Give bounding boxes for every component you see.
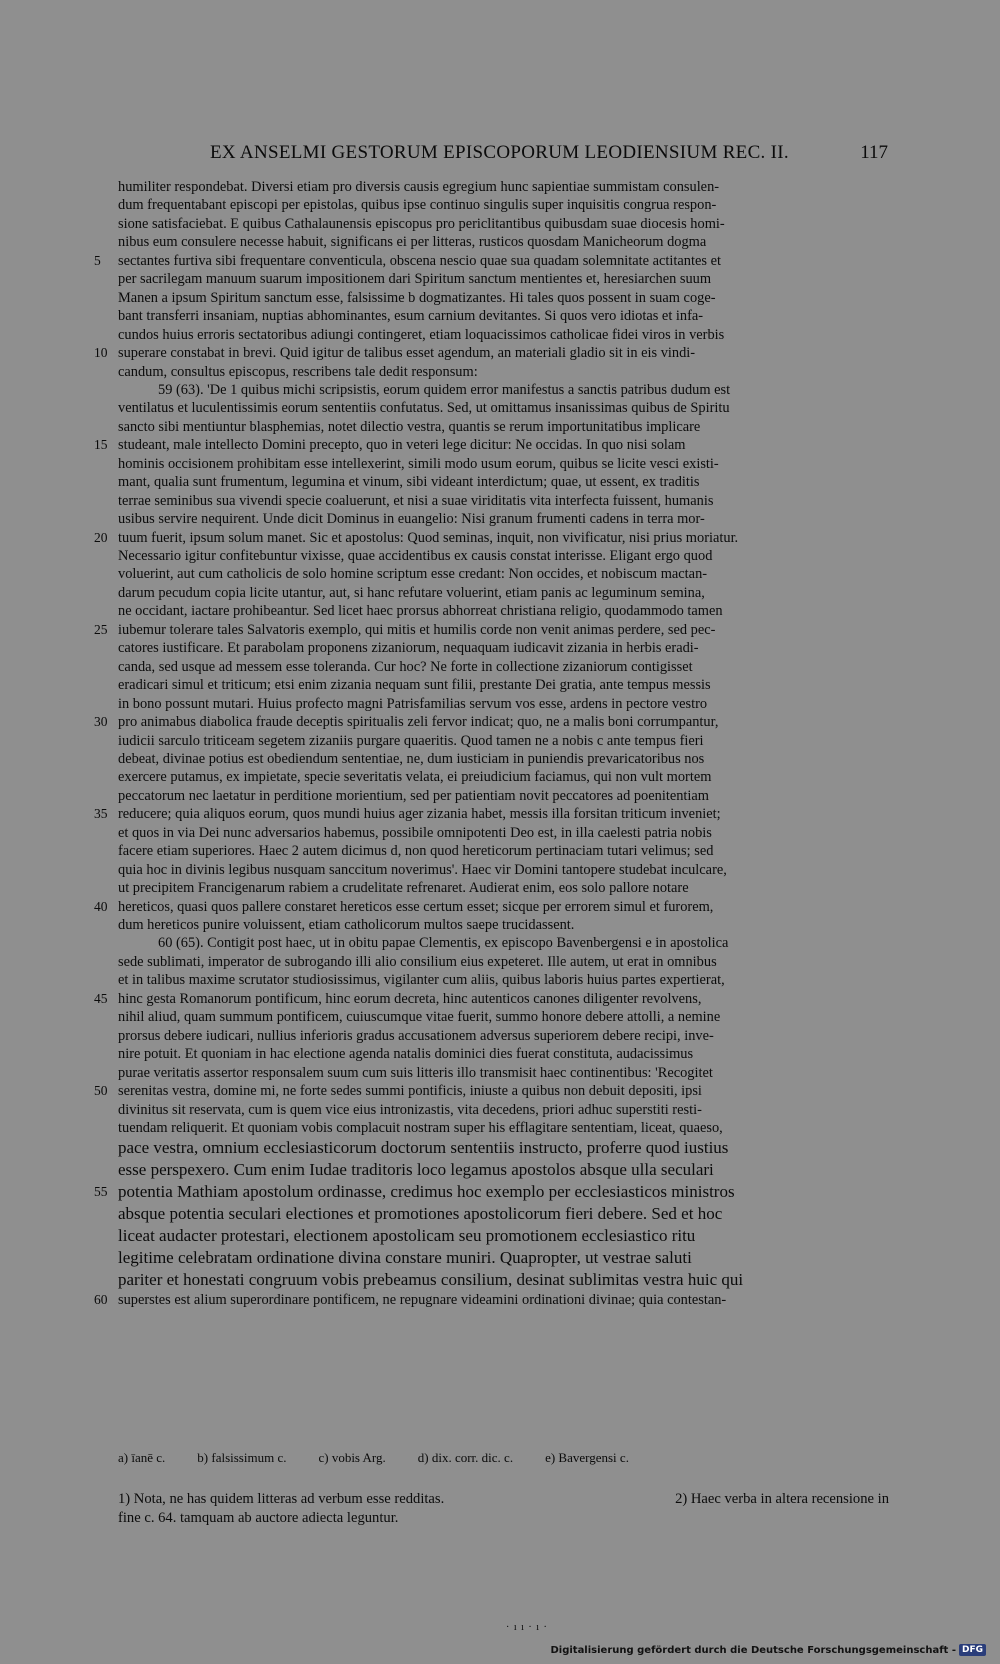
text-line: pro animabus diabolica fraude deceptis spiritualis zeli fervor indicat; quo, ne a malis boni corrumpantur,: [118, 714, 719, 731]
text-line: superare constabat in brevi. Quid igitur de talibus esset agendum, an materiali gladio sit in eis vindi-: [118, 345, 696, 362]
apparatus-note: a) īanē c.: [118, 1450, 166, 1465]
text-line: voluerint, aut cum catholicis de solo homine scriptum esse credant: Non occides, et nobiscum mactan-: [118, 566, 708, 583]
text-line: usibus servire nequirent. Unde dicit Dominus in euangelio: Nisi granum frumenti cadens in terra mor-: [118, 511, 705, 528]
text-line: peccatorum nec laetatur in perditione morientium, sed per patientiam novit peccatores ad poenitentiam: [118, 787, 709, 804]
text-line: 60 (65). Contigit post haec, ut in obitu papae Clementis, ex episcopo Bavenbergensi e in apostolica: [158, 935, 729, 952]
line-number: 10: [94, 345, 108, 361]
apparatus-note: d) dix. corr. dic. c.: [417, 1450, 514, 1465]
text-line: absque potentia seculari electiones et promotiones apostolicorum fieri debere. Sed et hoc: [118, 1204, 723, 1224]
line-number: 60: [94, 1292, 108, 1308]
text-line: purae veritatis assertor responsalem suum cum suis litteris illo transmisit haec continentibus: 'Recogitet: [118, 1064, 713, 1081]
text-line: serenitas vestra, domine mi, ne forte sedes summi pontificis, iniuste a quibus non debuit depositi, ipsi: [118, 1083, 702, 1100]
text-line: facere etiam superiores. Haec 2 autem dicimus d, non quod hereticorum pertinaciam tutari velimus; sed: [118, 843, 714, 860]
line-number: 15: [94, 437, 108, 453]
text-line: sectantes furtiva sibi frequentare conventicula, obscena nescio quae sua quadam solemnitate actitantes et: [118, 252, 721, 269]
text-line: tuum fuerit, ipsum solum manet. Sic et apostolus: Quod seminas, inquit, non vivificatur, nisi prius moriatur.: [118, 529, 739, 546]
text-line: esse perspexero. Cum enim Iudae traditoris loco legamus apostolos absque ulla seculari: [118, 1160, 714, 1180]
text-line: dum hereticos punire voluissent, etiam catholicorum multos saepe trucidassent.: [118, 917, 575, 933]
line-number: 35: [94, 806, 108, 822]
text-line: sione satisfaciebat. E quibus Cathalaunensis episcopus pro periclitantibus quibusdam suae diocesis homi-: [118, 215, 725, 232]
dfg-credit: [550, 1644, 986, 1656]
line-number: 50: [94, 1083, 108, 1099]
text-line: prorsus debere iudicari, nullius inferioris gradus accusationem adversus superiorem debere recipi, inve-: [118, 1027, 714, 1044]
text-line: et in talibus maxime scrutator studiosissimus, vigilanter cum aliis, quibus laboris huius partes expertierat,: [118, 972, 725, 989]
line-number: 55: [94, 1184, 108, 1200]
text-line: Necessario igitur confitebuntur vixisse, quae accidentibus ex causis constat interisse. Eligant ergo quod: [118, 548, 713, 564]
line-number: 20: [94, 529, 108, 545]
text-line: bant transferri insaniam, nuptias abhominantes, esum carnium devitantes. Si quos vero idiotas et infa-: [118, 308, 704, 325]
text-line: divinitus sit reservata, cum is quem vice eius intronizastis, vita decedens, priori adhuc superstiti resti-: [118, 1101, 702, 1118]
page-header: [120, 142, 888, 172]
text-line: sede sublimati, imperator de subrogando illi alio consilium eius expeteret. Ille autem, ut erat in omnibus: [118, 953, 717, 970]
apparatus-note: c) vobis Arg.: [318, 1450, 386, 1465]
critical-apparatus: [118, 1450, 889, 1466]
footnote-1: 1) Nota, ne has quidem litteras ad verbum esse redditas.: [118, 1491, 445, 1507]
apparatus-note: e) Bavergensi c.: [545, 1450, 629, 1465]
line-number: 25: [94, 621, 108, 637]
text-line: debeat, divinae potius est obediendum sententiae, ne, dum iusticiam in puniendis prevaricatoribus nos: [118, 750, 705, 767]
text-line: et quos in via Dei nunc adversarios habemus, possibile omnipotenti Deo est, in illa caelesti patria nobis: [118, 824, 712, 841]
footnotes: [118, 1490, 889, 1528]
page-number: 117: [860, 142, 888, 163]
dfg-logo: DFG: [959, 1644, 986, 1656]
text-line: per sacrilegam manuum suarum impositionem dari Spiritum sanctum mentientes et, heresiarchen suum: [118, 271, 712, 288]
text-line: studeant, male intellecto Domini precepto, quo in veteri lege dicitur: Ne occidas. In quo nisi solam: [118, 437, 686, 454]
text-line: pace vestra, omnium ecclesiasticorum doctorum sententiis instructo, proferre quod iustius: [118, 1138, 729, 1158]
text-line: nire potuit. Et quoniam in hac electione agenda natalis dominici dies fuerat constituta, audacissimus: [118, 1046, 694, 1063]
text-line: Manen a ipsum Spiritum sanctum esse, falsissime b dogmatizantes. Hi tales quos possent in suam coge-: [118, 289, 716, 306]
footnote-continuation: fine c. 64. tamquam ab auctore adiecta leguntur.: [118, 1510, 399, 1526]
text-line: ventilatus et luculentissimis eorum sententiis confutatus. Sed, ut omittamus insanissimas quibus de Spiritu: [118, 400, 730, 417]
text-line: terrae seminibus sua vivendi specie coaluerunt, et nisi a suae viriditatis vita interfecta fuissent, humanis: [118, 492, 714, 509]
text-line: dum frequentabant episcopi per epistolas, quibus ipse continuo singulis super inquisitis congrua respon-: [118, 197, 717, 214]
text-line: 59 (63). 'De 1 quibus michi scripsistis, eorum quidem error manifestus a sanctis patribus dudum est: [158, 381, 731, 398]
text-line: ut precipitem Francigenarum rabiem a crudelitate refrenaret. Audierat enim, eos solo pallore notare: [118, 880, 689, 897]
text-line: tuendam reliquerit. Et quoniam vobis complacuit nostram super his efflagitare sententiam, liceat, quaeso,: [118, 1119, 723, 1136]
text-line: reducere; quia aliquos eorum, quos mundi huius ager zizania habet, messis illa forsitan triticum inveniet;: [118, 806, 721, 823]
text-line: ne occidant, iactare prohibeantur. Sed licet haec prorsus abhorreat christiana religio, quodammodo tamen: [118, 603, 723, 620]
text-line: hominis occisionem prohibitam esse intellexerint, simili modo usum eorum, quibus se licite vesci existi-: [118, 455, 719, 472]
running-title: EX ANSELMI GESTORUM EPISCOPORUM LEODIENSIUM REC. II.: [210, 142, 789, 163]
text-line: nibus eum consulere necesse habuit, significans ei per litteras, rusticos quosdam Manicheorum dogma: [118, 234, 707, 251]
line-number: 5: [94, 252, 101, 268]
line-number: 30: [94, 714, 108, 730]
text-line: eradicari simul et triticum; etsi enim zizania nequam sunt filii, prestante Dei gratia, ante tempus messis: [118, 677, 711, 694]
text-line: iudicii sarculo triticeam segetem zizaniis purgare quaeritis. Quod tamen ne a nobis c ante tempus fieri: [118, 732, 704, 749]
apparatus-note: b) falsissimum c.: [197, 1450, 287, 1465]
text-line: liceat audacter protestari, electionem apostolicam seu promotionem ecclesiastico ritu: [118, 1226, 696, 1246]
text-line: nihil aliud, quam summum pontificem, cuiuscumque vitae fuerit, summo honore debere attolli, a nemine: [118, 1009, 721, 1026]
line-number: 40: [94, 898, 108, 914]
text-line: exercere putamus, ex impietate, specie severitatis velata, ei preiudicium faciamus, qui non vult mortem: [118, 769, 712, 786]
text-line: catores iustificare. Et parabolam proponens zizaniorum, nequaquam iudicavit zizania in herbis eradi-: [118, 640, 699, 657]
text-line: potentia Mathiam apostolum ordinasse, credimus hoc exemplo per ecclesiasticos ministros: [118, 1182, 735, 1202]
text-line: candum, consultus episcopus, rescribens tale dedit responsum:: [118, 363, 478, 380]
text-line: humiliter respondebat. Diversi etiam pro diversis causis egregium hunc sapientiae summistam consulen-: [118, 179, 720, 195]
text-line: in bono possunt mutari. Huius profecto magni Patrisfamilias servum vos esse, ardens in pectore vestro: [118, 695, 708, 712]
text-line: iubemur tolerare tales Salvatoris exemplo, qui mitis et humilis corde non venit animas perdere, sed pec-: [118, 621, 716, 638]
text-line: darum pecudum copia licite utantur, aut, si hanc refutare voluerint, etiam panis ac leguminum semina,: [118, 584, 705, 601]
text-line: quia hoc in divinis legibus nusquam sanccitum noverimus'. Haec vir Domini tantopere studebat inculcare,: [118, 861, 727, 878]
text-line: hinc gesta Romanorum pontificum, hinc eorum decreta, hinc autenticos canones diligenter revolvens,: [118, 990, 702, 1007]
footnote-2: 2) Haec verba in altera recensione in: [675, 1491, 889, 1507]
page-marks: · ı ı · ı ·: [506, 1622, 548, 1633]
text-line: pariter et honestati congruum vobis prebeamus consilium, desinat sublimitas vestra huic qui: [118, 1270, 744, 1290]
text-line: legitime celebratam ordinatione divina constare muniri. Quapropter, ut vestrae saluti: [118, 1248, 692, 1268]
dfg-credit-text: Digitalisierung gefördert durch die Deutsche Forschungsgemeinschaft -: [550, 1644, 956, 1656]
text-line: mant, qualia sunt frumentum, legumina et vinum, sibi videant interdictum; quae, ut essent, ex traditis: [118, 474, 700, 491]
text-line: cundos huius erroris sectatoribus adiungi contingeret, etiam loquacissimos catholicae fidei viros in verbis: [118, 326, 725, 343]
text-line: hereticos, quasi quos pallere constaret hereticos esse certum esset; sicque per errorem simul et furorem,: [118, 898, 714, 915]
text-line: superstes est alium superordinare pontificem, ne repugnare videamini ordinationi divinae; quia contestan-: [118, 1292, 727, 1309]
line-number: 45: [94, 990, 108, 1006]
text-line: sancto sibi mentiuntur blasphemias, notet dilectio vestra, quantis se rerum importunitatibus implicare: [118, 418, 701, 435]
text-line: canda, sed usque ad messem esse toleranda. Cur hoc? Ne forte in collectione zizaniorum contigisset: [118, 658, 693, 675]
